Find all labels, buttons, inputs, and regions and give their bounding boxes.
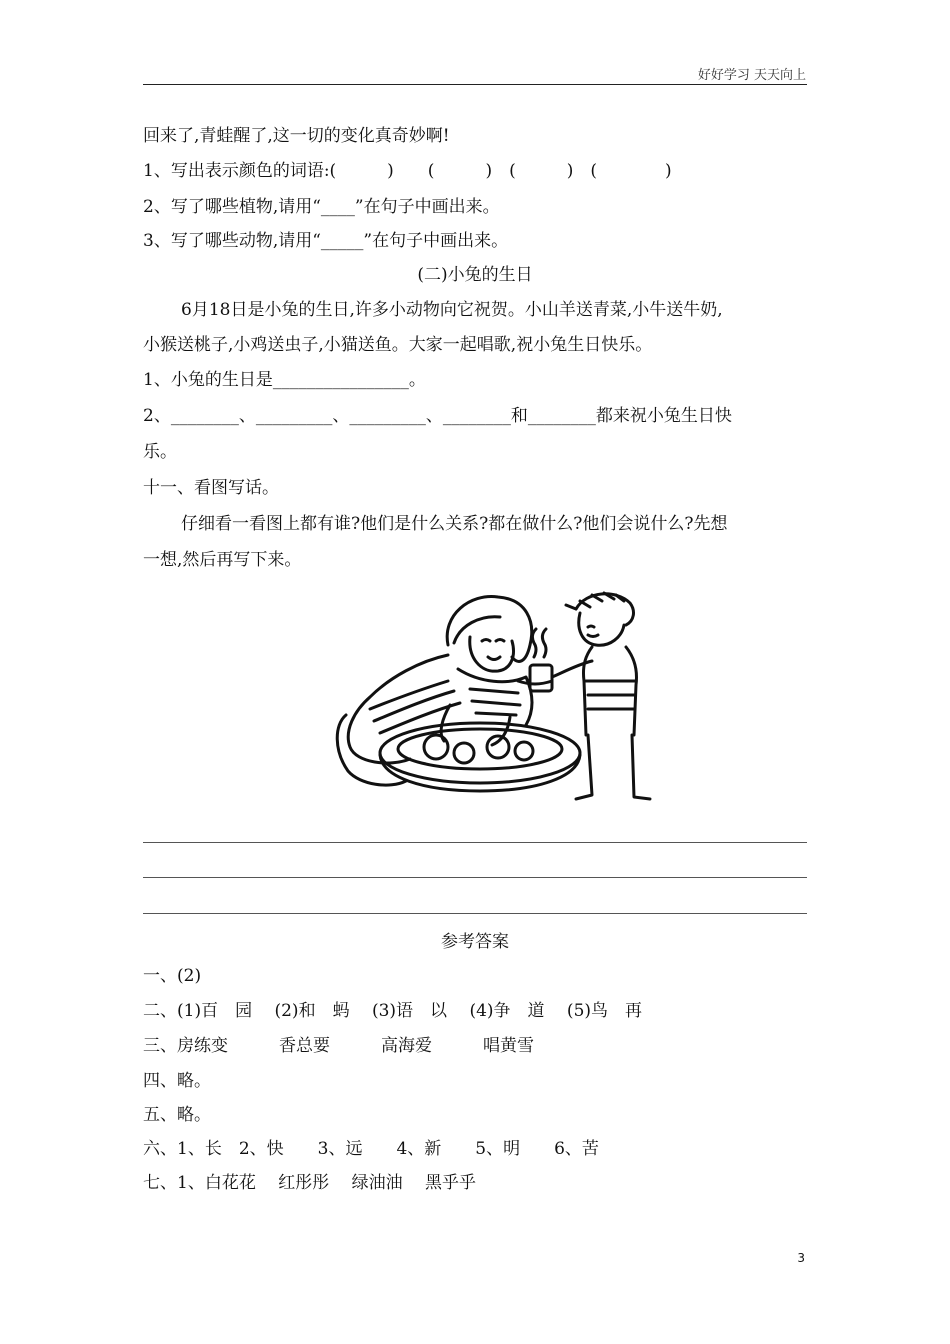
illustration-grandmother-boy (330, 585, 660, 815)
paragraph-line: 小猴送桃子,小鸡送虫子,小猫送鱼。大家一起唱歌,祝小兔生日快乐。 (143, 335, 653, 355)
question-plants: 2、写了哪些植物,请用“____”在句子中画出来。 (143, 197, 500, 217)
question-animals: 3、写了哪些动物,请用“_____”在句子中画出来。 (143, 231, 509, 251)
header-rule (143, 84, 807, 85)
answer-line: 六、1、长 2、快 3、远 4、新 5、明 6、苦 (143, 1139, 599, 1159)
question-friends: 2、________、_________、_________、________和________都来祝小兔生日快 (143, 406, 732, 426)
answer-line: 三、房练变 香总要 高海爱 唱黄雪 (143, 1036, 534, 1056)
page-number: 3 (797, 1251, 805, 1265)
section-title: (二)小兔的生日 (417, 265, 533, 285)
writing-line[interactable] (143, 913, 807, 914)
answer-line: 一、(2) (143, 966, 202, 986)
text-line: 回来了,青蛙醒了,这一切的变化真奇妙啊! (143, 126, 450, 146)
question-friends-cont: 乐。 (143, 442, 177, 462)
paragraph-line: 6月18日是小兔的生日,许多小动物向它祝贺。小山羊送青菜,小牛送牛奶, (181, 300, 723, 320)
answer-line: 四、略。 (143, 1071, 211, 1091)
instruction-line: 仔细看一看图上都有谁?他们是什么关系?都在做什么?他们会说什么?先想 (181, 514, 728, 534)
answer-line: 七、1、白花花 红彤彤 绿油油 黑乎乎 (143, 1173, 477, 1193)
question-colors: 1、写出表示颜色的词语:( ) ( ) ( ) ( ) (143, 161, 672, 181)
answer-line: 二、(1)百 园 (2)和 蚂 (3)语 以 (4)争 道 (5)鸟 再 (143, 1001, 643, 1021)
answer-line: 五、略。 (143, 1105, 211, 1125)
answers-title: 参考答案 (441, 932, 509, 952)
instruction-line: 一想,然后再写下来。 (143, 550, 302, 570)
section-heading: 十一、看图写话。 (143, 478, 279, 498)
writing-line[interactable] (143, 842, 807, 843)
header-text: 好好学习 天天向上 (697, 68, 806, 83)
question-birthday: 1、小兔的生日是________________。 (143, 370, 426, 390)
writing-line[interactable] (143, 877, 807, 878)
